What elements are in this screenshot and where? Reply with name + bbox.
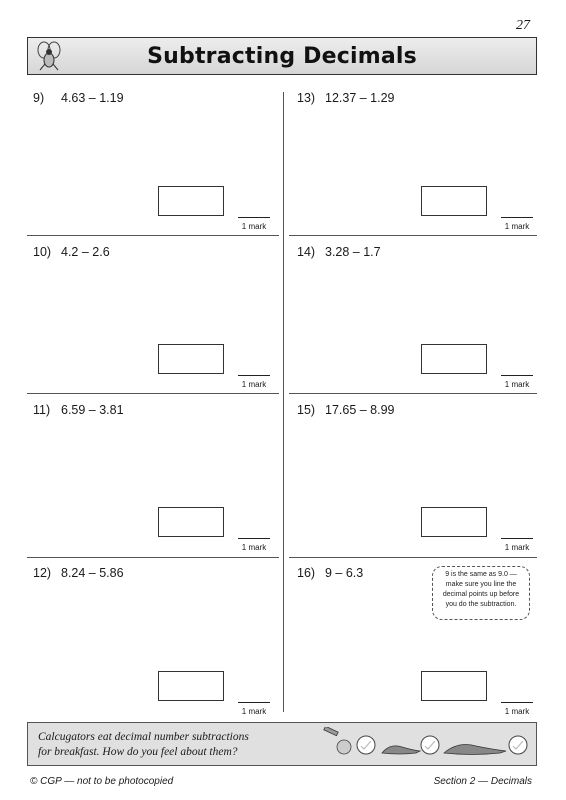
mark-line [238,538,270,539]
question-14: 14) 3.28 – 1.7 [297,245,381,259]
mark-label: 1 mark [241,707,267,716]
page-number: 27 [516,18,530,33]
fly-icon [34,40,64,72]
row-divider [27,235,279,236]
question-12: 12) 8.24 – 5.86 [33,566,124,580]
mark-line [501,702,533,703]
question-11: 11) 6.59 – 3.81 [33,403,124,417]
mark-line [501,538,533,539]
mark-label: 1 mark [241,222,267,231]
question-9: 9) 4.63 – 1.19 [33,91,124,105]
question-expression: 6.59 – 3.81 [61,403,124,417]
question-expression: 8.24 – 5.86 [61,566,124,580]
question-expression: 12.37 – 1.29 [325,91,395,105]
page-title: Subtracting Decimals [147,43,417,69]
mark-line [501,375,533,376]
mark-label: 1 mark [504,707,530,716]
mark-label: 1 mark [504,543,530,552]
row-divider [27,393,279,394]
mark-label: 1 mark [241,380,267,389]
column-divider [283,92,284,712]
tick-circle-icon[interactable] [421,736,439,754]
alligator-icon [382,746,420,754]
question-expression: 4.63 – 1.19 [61,91,124,105]
rating-strip [320,727,532,761]
answer-box-11[interactable] [158,507,224,537]
row-divider [27,557,279,558]
answer-box-16[interactable] [421,671,487,701]
hint-box: 9 is the same as 9.0 — make sure you line the decimal points up before you do the subtraction. [432,566,530,620]
answer-box-13[interactable] [421,186,487,216]
mark-label: 1 mark [504,222,530,231]
mark-label: 1 mark [504,380,530,389]
self-assessment-text: Calcugators eat decimal number subtractions for breakfast. How do you feel about them? [38,731,249,758]
question-expression: 17.65 – 8.99 [325,403,395,417]
tick-circle-icon[interactable] [357,736,375,754]
answer-box-15[interactable] [421,507,487,537]
question-expression: 4.2 – 2.6 [61,245,110,259]
mark-line [238,375,270,376]
alligator-icon [444,745,506,755]
answer-box-10[interactable] [158,344,224,374]
question-10: 10) 4.2 – 2.6 [33,245,110,259]
copyright-notice: © CGP — not to be photocopied [30,776,174,787]
baby-gator-icon [337,740,351,754]
row-divider [289,557,537,558]
mark-line [238,217,270,218]
question-13: 13) 12.37 – 1.29 [297,91,395,105]
question-expression: 3.28 – 1.7 [325,245,381,259]
section-label: Section 2 — Decimals [433,776,532,787]
row-divider [289,393,537,394]
mark-line [238,702,270,703]
pencil-icon [324,727,338,736]
question-15: 15) 17.65 – 8.99 [297,403,395,417]
answer-box-12[interactable] [158,671,224,701]
tick-circle-icon[interactable] [509,736,527,754]
self-assessment-bar [27,722,537,766]
question-16: 16) 9 – 6.3 [297,566,364,580]
mark-label: 1 mark [241,543,267,552]
answer-box-9[interactable] [158,186,224,216]
question-expression: 9 – 6.3 [325,566,364,580]
title-bar [27,37,537,75]
mark-line [501,217,533,218]
row-divider [289,235,537,236]
answer-box-14[interactable] [421,344,487,374]
